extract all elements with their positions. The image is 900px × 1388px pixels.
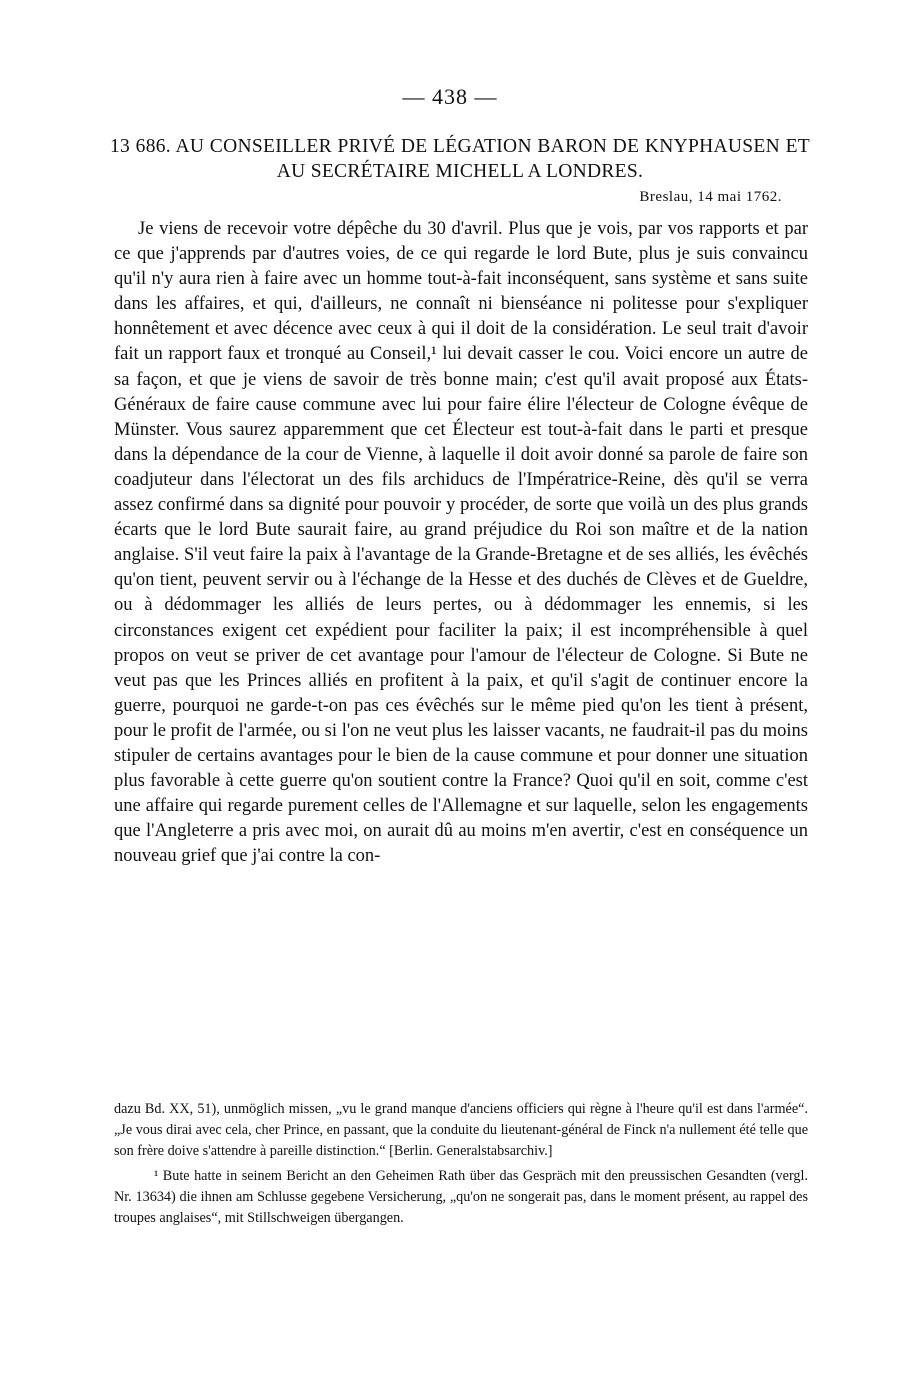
letter-body: Je viens de recevoir votre dépêche du 30 d'avril. Plus que je vois, par vos rapports et par ce que j'apprends par d'autres voies, de ce qui regarde le lord Bute, plus je suis convaincu qu'il n'y aura rien à faire avec un homme tout-à-fait inconséquent, sans système et sans suite dans les affaires, et qui, d'ailleurs, ne connaît ni bienséance ni politesse pour s'expliquer honnêtement et avec décence avec ceux à qui il doit de la considération. Le seul trait d'avoir fait un rapport faux et tronqué au Conseil,¹ lui devait casser le cou. Voici encore un autre de sa façon, et que je viens de savoir de très bonne main; c'est qu'il avait proposé aux États-Généraux de faire cause commune avec lui pour faire élire l'électeur de Cologne évêque de Münster. Vous saurez apparemment que cet Électeur est tout-à-fait dans le parti et presque dans la dépendance de la cour de Vienne, à laquelle il doit avoir donné sa parole de faire son coadjuteur dans l'électorat un des fils archiducs de l'Impératrice-Reine, dès qu'il se verra assez confirmé dans sa dignité pour pouvoir y procéder, de sorte que voilà un des plus grands écarts que le lord Bute saurait faire, au grand préjudice du Roi son maître et de la nation anglaise. S'il veut faire la paix à l'avantage de la Grande-Bretagne et de ses alliés, les évêchés qu'on tient, peuvent servir ou à l'échange de la Hesse et des duchés de Clèves et de Gueldre, ou à dédommager les alliés de leurs pertes, ou à dédommager les ennemis, si les circonstances exigent cet expédient pour faciliter la paix; il est incompréhensible à quel propos on veut se priver de cet avantage pour l'amour de l'électeur de Cologne. Si Bute ne veut pas que les Princes alliés en profitent à la paix, et qu'il s'agit de continuer encore la guerre, pourquoi ne garde-t-on pas ces évêchés sur le même pied qu'on les tient à présent, pour le profit de l'armée, ou si l'on ne veut plus les laisser vacants, ne faudrait-il pas du moins stipuler de certains avantages pour le bien de la cause commune et pour donner une situation plus favorable à cette guerre qu'on soutient contre la France? Quoi qu'il en soit, comme c'est une affaire qui regarde purement celles de l'Allemagne et sur laquelle, selon les engagements que l'Angleterre a pris avec moi, on aurait dû au moins m'en avertir, c'est en conséquence un nouveau grief que j'ai contre la con- [114,219,808,867]
footnote-1: ¹ Bute hatte in seinem Bericht an den Geheimen Rath über das Gespräch mit den preussischen Gesandten (vergl. Nr. 13634) die ihnen am Schlusse gegebene Versicherung, „qu'on ne songerait pas, dans le moment présent, au rappel des troupes anglaises“, mit Stillschweigen übergangen. [114,1168,808,1226]
page-number: — 438 — [402,84,498,109]
letter-heading: 13 686. AU CONSEILLER PRIVÉ DE LÉGATION BARON DE KNYPHAUSEN ET AU SECRÉTAIRE MICHELL A LONDRES. [110,136,810,182]
dateline: Breslau, 14 mai 1762. [639,189,782,205]
footnotes [114,1099,808,1233]
footnote-continuation: dazu Bd. XX, 51), unmöglich missen, „vu le grand manque d'anciens officiers qui règne à l'heure qu'il est dans l'armée“. „Je vous dirai avec cela, cher Prince, en passant, que la conduite du lieutenant-général de Finck n'a nullement été telle que son frère doive s'attendre à pareille distinction.“ [Berlin. Generalstabsarchiv.] [114,1101,808,1159]
